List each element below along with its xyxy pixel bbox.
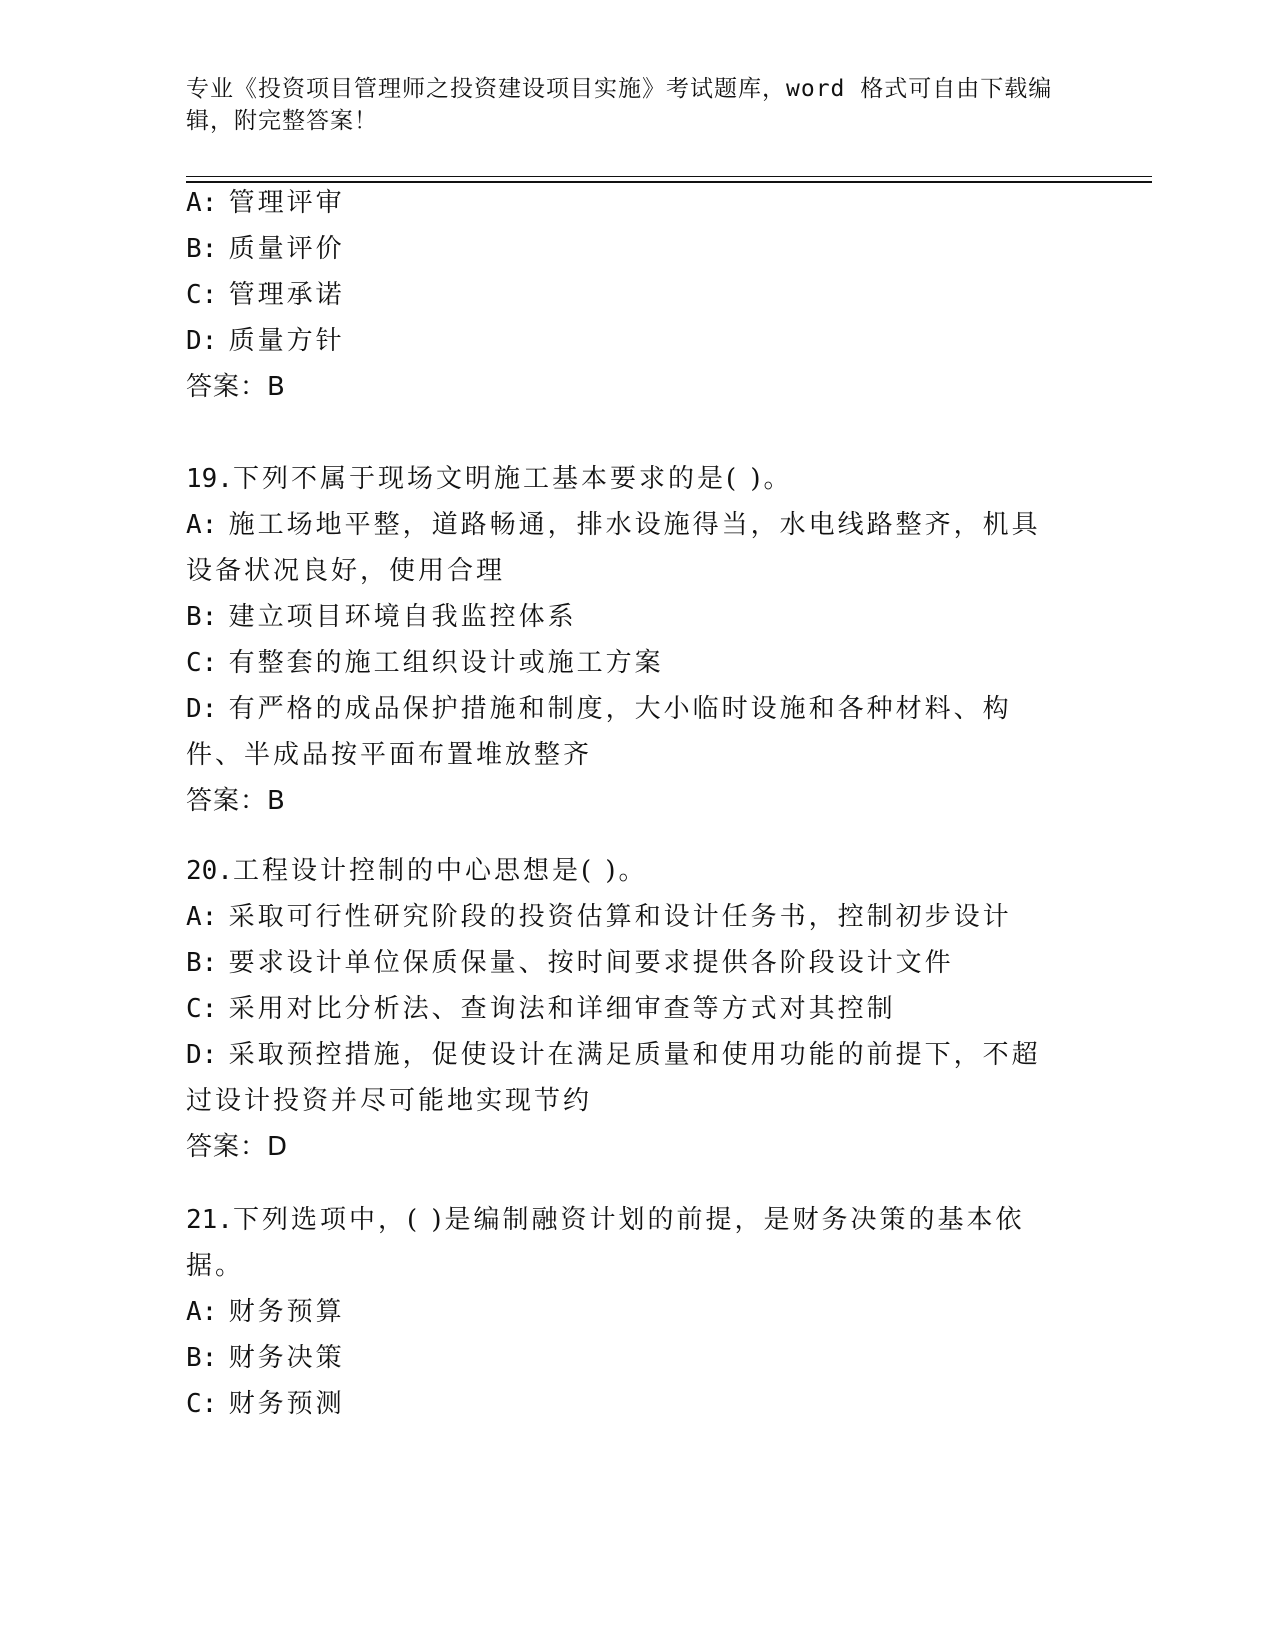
option-a: A: 财务预算 xyxy=(186,1297,345,1327)
option-b: B: 质量评价 xyxy=(186,234,345,264)
option-b: B: 财务决策 xyxy=(186,1343,345,1373)
option-b: B: 建立项目环境自我监控体系 xyxy=(186,602,577,632)
question-19-block xyxy=(186,456,1066,824)
option-a: A: 采取可行性研究阶段的投资估算和设计任务书，控制初步设计 xyxy=(186,902,1012,932)
document-header: 专业《投资项目管理师之投资建设项目实施》考试题库，word 格式可自由下载编辑，附完整答案！ xyxy=(186,76,1053,134)
option-c: C: 有整套的施工组织设计或施工方案 xyxy=(186,648,664,678)
option-a: A: 管理评审 xyxy=(186,188,345,218)
question-stem: 19.下列不属于现场文明施工基本要求的是( )。 xyxy=(186,464,793,494)
question-20-block xyxy=(186,848,1066,1170)
question-stem: 21.下列选项中，( )是编制融资计划的前提，是财务决策的基本依据。 xyxy=(186,1205,1025,1281)
answer: 答案：B xyxy=(186,372,286,402)
option-d: D: 质量方针 xyxy=(186,326,345,356)
option-d: D: 采取预控措施，促使设计在满足质量和使用功能的前提下，不超过设计投资并尽可能地实现节约 xyxy=(186,1040,1041,1116)
question-21-block xyxy=(186,1197,1066,1427)
option-a: A: 施工场地平整，道路畅通，排水设施得当，水电线路整齐，机具设备状况良好，使用合理 xyxy=(186,510,1041,586)
answer: 答案：B xyxy=(186,786,286,816)
option-c: C: 采用对比分析法、查询法和详细审查等方式对其控制 xyxy=(186,994,896,1024)
header-rule-thin xyxy=(186,176,1152,177)
question-18-block xyxy=(186,180,1066,410)
option-d: D: 有严格的成品保护措施和制度，大小临时设施和各种材料、构件、半成品按平面布置堆放整齐 xyxy=(186,694,1012,770)
question-stem: 20.工程设计控制的中心思想是( )。 xyxy=(186,856,648,886)
option-b: B: 要求设计单位保质保量、按时间要求提供各阶段设计文件 xyxy=(186,948,954,978)
answer: 答案：D xyxy=(186,1132,289,1162)
option-c: C: 财务预测 xyxy=(186,1389,345,1419)
option-c: C: 管理承诺 xyxy=(186,280,345,310)
